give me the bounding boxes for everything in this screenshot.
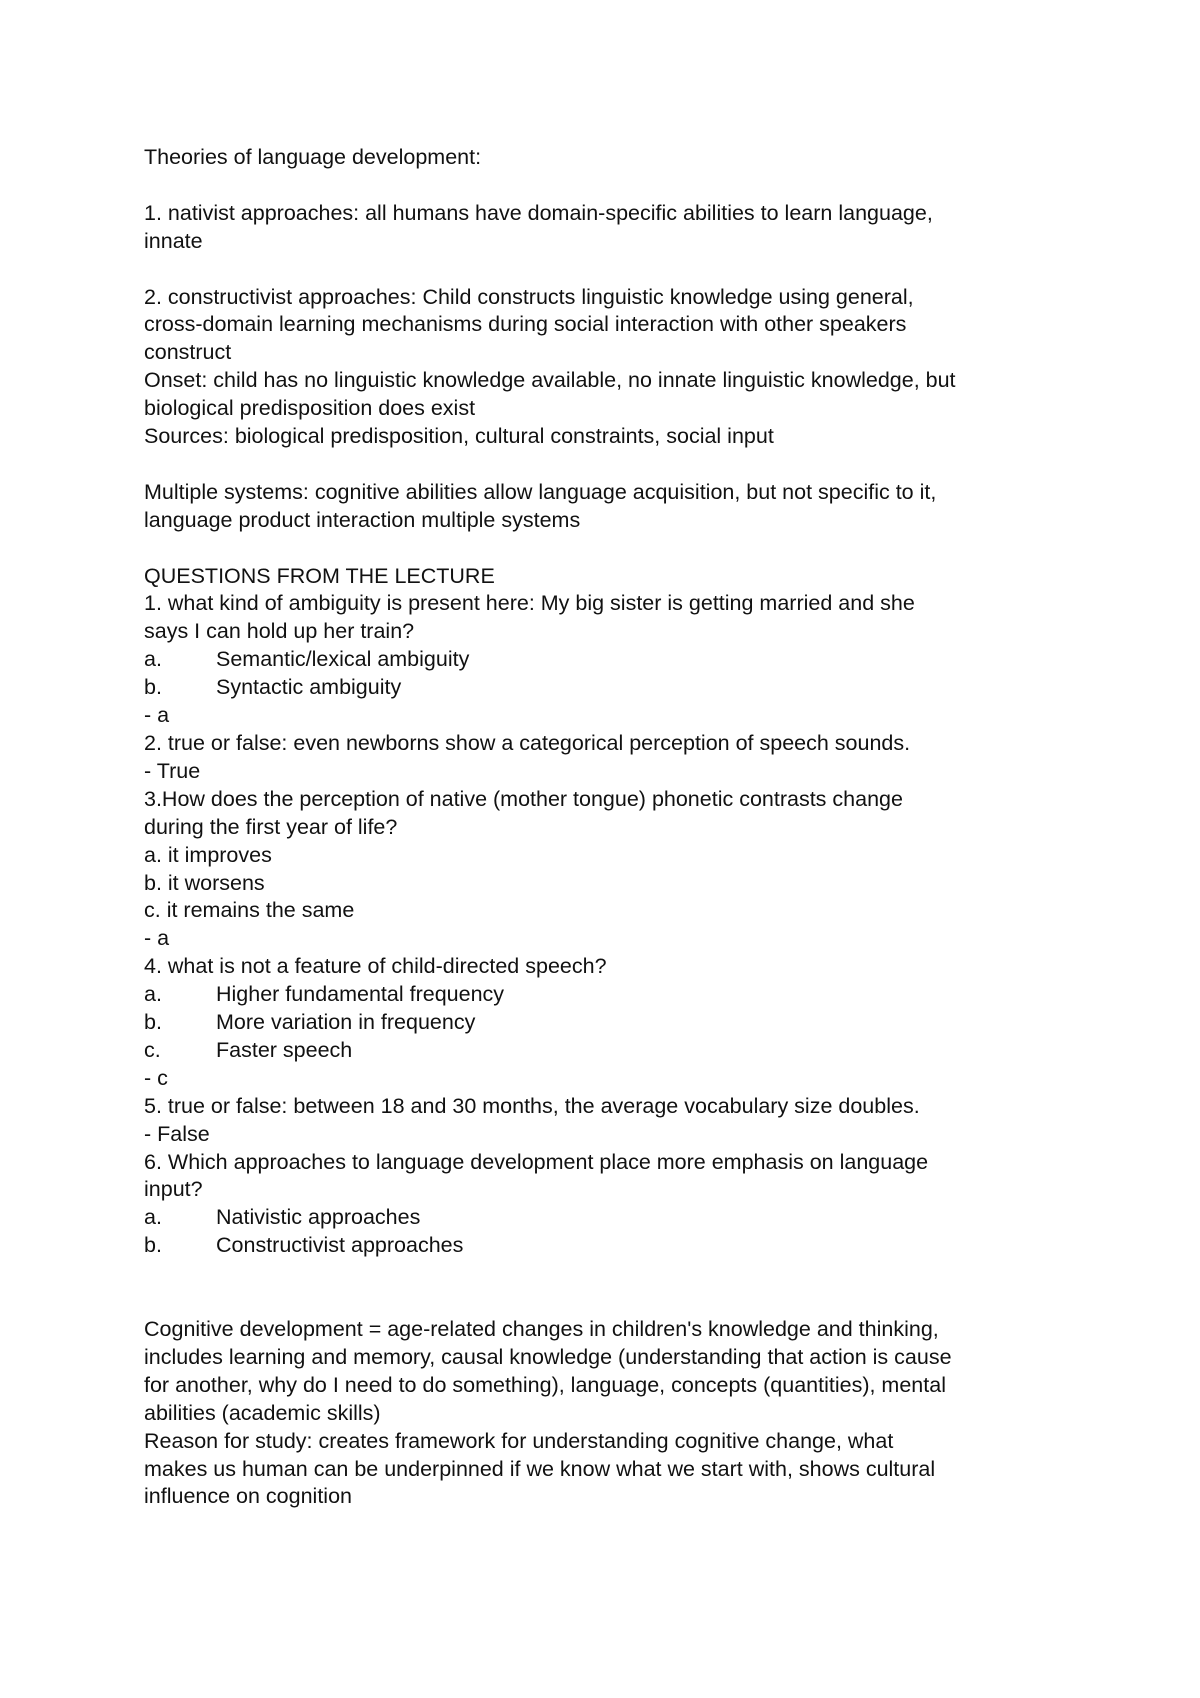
option-letter: b. (144, 1010, 162, 1035)
q4-option-c (144, 1037, 1064, 1065)
q6-option-a (144, 1204, 1064, 1232)
cognitive-line-4: abilities (academic skills) (144, 1400, 381, 1425)
q4-line-1: 4. what is not a feature of child-directed speech? (144, 954, 607, 979)
option-text: Faster speech (216, 1037, 353, 1062)
option-letter: c. (144, 1037, 161, 1062)
document-body (144, 144, 1064, 1511)
nativist-line-1: 1. nativist approaches: all humans have domain-specific abilities to learn language, (144, 200, 933, 225)
q2-line-1: 2. true or false: even newborns show a categorical perception of speech sounds. (144, 730, 911, 755)
option-letter: a. (144, 1205, 162, 1230)
onset-line-2: biological predisposition does exist (144, 396, 476, 421)
multiple-systems-line-1: Multiple systems: cognitive abilities allow language acquisition, but not specific to it, (144, 479, 937, 504)
option-letter: b. (144, 1233, 162, 1258)
reason-line-1: Reason for study: creates framework for understanding cognitive change, what (144, 1428, 894, 1453)
option-letter: a. (144, 647, 162, 672)
q3-answer: - a (144, 926, 170, 951)
q1-option-b (144, 674, 1064, 702)
spacer (144, 451, 1064, 479)
q5-line-1: 5. true or false: between 18 and 30 months, the average vocabulary size doubles. (144, 1093, 920, 1118)
q1-line-1: 1. what kind of ambiguity is present here: My big sister is getting married and she (144, 591, 915, 616)
constructivist-line-1: 2. constructivist approaches: Child constructs linguistic knowledge using general, (144, 284, 914, 309)
q4-option-a (144, 981, 1064, 1009)
q3-option-b: b. it worsens (144, 870, 265, 895)
option-letter: b. (144, 675, 162, 700)
q1-line-2: says I can hold up her train? (144, 619, 415, 644)
constructivist-line-3: construct (144, 340, 232, 365)
option-text: More variation in frequency (216, 1010, 476, 1035)
option-letter: a. (144, 982, 162, 1007)
q5-answer: - False (144, 1121, 210, 1146)
q4-answer: - c (144, 1065, 168, 1090)
reason-line-3: influence on cognition (144, 1484, 352, 1509)
reason-line-2: makes us human can be underpinned if we know what we start with, shows cultural (144, 1456, 936, 1481)
option-text: Constructivist approaches (216, 1233, 464, 1258)
spacer (144, 256, 1064, 284)
q1-option-a (144, 646, 1064, 674)
q6-line-2: input? (144, 1177, 203, 1202)
q2-answer: - True (144, 758, 201, 783)
option-text: Syntactic ambiguity (216, 675, 402, 700)
nativist-line-2: innate (144, 228, 203, 253)
q3-option-c: c. it remains the same (144, 898, 355, 923)
sources-line: Sources: biological predisposition, cultural constraints, social input (144, 424, 774, 449)
option-text: Nativistic approaches (216, 1205, 421, 1230)
constructivist-line-2: cross-domain learning mechanisms during social interaction with other speakers (144, 312, 907, 337)
document-title: Theories of language development: (144, 145, 482, 169)
q3-line-1: 3.How does the perception of native (mother tongue) phonetic contrasts change (144, 786, 903, 811)
q6-line-1: 6. Which approaches to language development place more emphasis on language (144, 1149, 929, 1174)
cognitive-line-3: for another, why do I need to do something), language, concepts (quantities), mental (144, 1372, 946, 1397)
spacer (144, 535, 1064, 563)
option-text: Higher fundamental frequency (216, 982, 505, 1007)
onset-line-1: Onset: child has no linguistic knowledge available, no innate linguistic knowledge, but (144, 368, 956, 393)
q6-option-b (144, 1232, 1064, 1260)
option-text: Semantic/lexical ambiguity (216, 647, 470, 672)
questions-heading: QUESTIONS FROM THE LECTURE (144, 563, 495, 588)
spacer (144, 172, 1064, 200)
cognitive-line-1: Cognitive development = age-related changes in children's knowledge and thinking, (144, 1316, 939, 1341)
q1-answer: - a (144, 703, 170, 728)
cognitive-line-2: includes learning and memory, causal knowledge (understanding that action is cause (144, 1344, 952, 1369)
q3-line-2: during the first year of life? (144, 814, 398, 839)
multiple-systems-line-2: language product interaction multiple systems (144, 507, 581, 532)
q4-option-b (144, 1009, 1064, 1037)
spacer (144, 1260, 1064, 1316)
q3-option-a: a. it improves (144, 842, 272, 867)
